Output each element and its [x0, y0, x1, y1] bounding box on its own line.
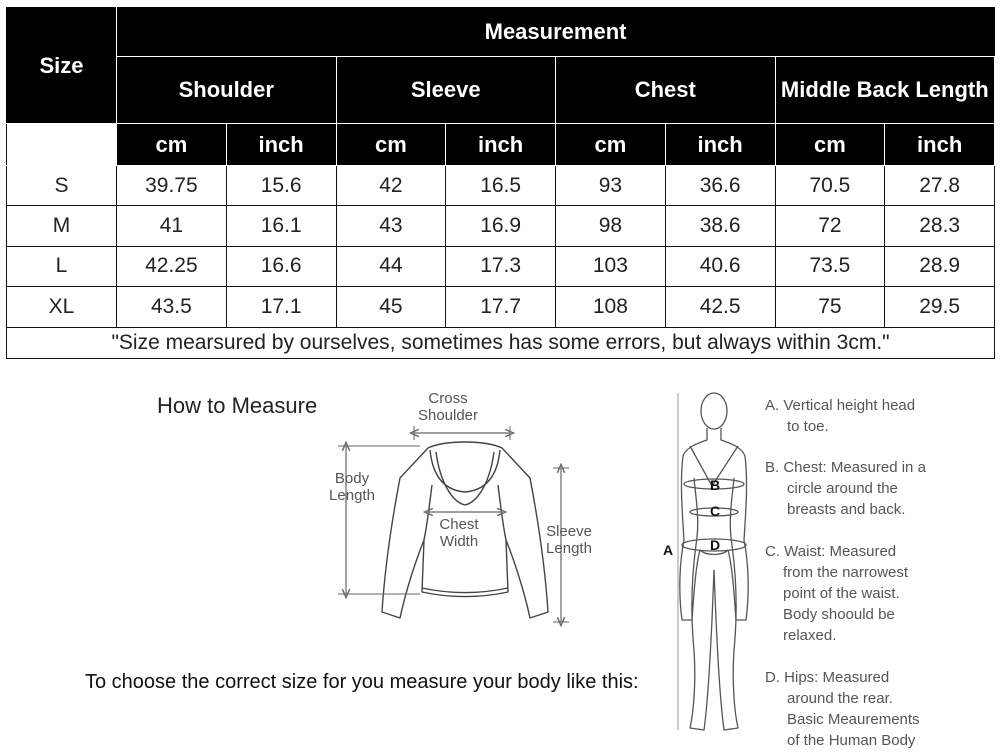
legend-d-line: Basic Meaurements — [787, 711, 920, 728]
sleeve-length-label — [538, 523, 600, 557]
size-cell: XL — [7, 287, 117, 327]
letter-b: B — [710, 477, 721, 493]
value-cell: 98 — [556, 206, 666, 246]
value-cell: 16.1 — [226, 206, 336, 246]
guide-title: How to Measure — [157, 393, 318, 418]
size-header: Size — [7, 8, 117, 124]
value-cell: 75 — [775, 287, 885, 327]
value-cell: 16.9 — [446, 206, 556, 246]
value-cell: 72 — [775, 206, 885, 246]
unit-header: inch — [665, 124, 775, 165]
letter-c: C — [710, 503, 721, 519]
value-cell: 41 — [117, 206, 227, 246]
body-figure-icon — [680, 393, 748, 730]
value-cell: 43.5 — [117, 287, 227, 327]
cross-shoulder-label-line2: Shoulder — [417, 407, 479, 424]
chest-width-label-line2: Width — [439, 533, 479, 550]
body-length-label — [322, 470, 382, 504]
chest-width-label-line1: Chest — [439, 516, 479, 533]
value-cell: 103 — [556, 246, 666, 286]
body-length-label-line1: Body — [334, 470, 370, 487]
unit-header: inch — [885, 124, 995, 165]
legend-c-line: relaxed. — [783, 627, 837, 644]
value-cell: 42 — [336, 165, 446, 205]
value-cell: 15.6 — [226, 165, 336, 205]
unit-header: cm — [556, 124, 666, 165]
shoulder-header: Shoulder — [117, 56, 337, 124]
value-cell: 28.9 — [885, 246, 995, 286]
legend-d-line: of the Human Body — [787, 732, 916, 749]
legend-c-line: C. Waist: Measured — [765, 543, 897, 560]
value-cell: 108 — [556, 287, 666, 327]
instruction-text: To choose the correct size for you measure your body like this: — [85, 671, 639, 693]
value-cell: 42.5 — [665, 287, 775, 327]
value-cell: 43 — [336, 206, 446, 246]
value-cell: 16.6 — [226, 246, 336, 286]
chest-header: Chest — [556, 56, 776, 124]
unit-header: inch — [446, 124, 556, 165]
value-cell: 93 — [556, 165, 666, 205]
legend-a-line: to toe. — [787, 418, 829, 435]
letter-d: D — [710, 537, 721, 553]
value-cell: 38.6 — [665, 206, 775, 246]
unit-header: cm — [336, 124, 446, 165]
measurement-header: Measurement — [117, 8, 995, 57]
legend-item-a — [765, 395, 915, 437]
size-cell: M — [7, 206, 117, 246]
value-cell: 28.3 — [885, 206, 995, 246]
cross-shoulder-label — [416, 390, 480, 424]
value-cell: 44 — [336, 246, 446, 286]
sleeve-length-label-line2: Length — [546, 540, 592, 557]
sleeve-length-label-line1: Sleeve — [546, 523, 592, 540]
legend-d-line: around the rear. — [787, 690, 893, 707]
body-length-label-line2: Length — [329, 487, 375, 504]
legend-b-line: B. Chest: Measured in a — [765, 459, 926, 476]
size-cell: S — [7, 165, 117, 205]
value-cell: 73.5 — [775, 246, 885, 286]
value-cell: 70.5 — [775, 165, 885, 205]
letter-a: A — [663, 542, 674, 558]
value-cell: 40.6 — [665, 246, 775, 286]
value-cell: 39.75 — [117, 165, 227, 205]
sleeve-header: Sleeve — [336, 56, 556, 124]
legend-item-b — [765, 457, 926, 520]
size-note: "Size mearsured by ourselves, sometimes has some errors, but always within 3cm." — [7, 327, 995, 358]
cross-shoulder-label-line1: Cross — [428, 390, 468, 407]
chest-width-label — [428, 516, 490, 550]
legend-c-line: Body shoould be — [783, 606, 895, 623]
unit-header: cm — [775, 124, 885, 165]
size-cell: L — [7, 246, 117, 286]
unit-header: inch — [226, 124, 336, 165]
legend-d-line: D. Hips: Measured — [765, 669, 890, 686]
legend-c-line: point of the waist. — [783, 585, 900, 602]
legend-c-line: from the narrowest — [783, 564, 909, 581]
value-cell: 17.3 — [446, 246, 556, 286]
legend-b-line: breasts and back. — [787, 501, 906, 518]
legend-item-d — [765, 667, 920, 751]
legend-a-line: A. Vertical height head — [765, 397, 916, 414]
unit-header: cm — [117, 124, 227, 165]
value-cell: 42.25 — [117, 246, 227, 286]
value-cell: 27.8 — [885, 165, 995, 205]
value-cell: 29.5 — [885, 287, 995, 327]
value-cell: 17.1 — [226, 287, 336, 327]
middle-back-length-header: Middle Back Length — [775, 56, 995, 124]
value-cell: 17.7 — [446, 287, 556, 327]
legend-item-c — [765, 541, 908, 646]
value-cell: 16.5 — [446, 165, 556, 205]
legend-b-line: circle around the — [787, 480, 898, 497]
value-cell: 45 — [336, 287, 446, 327]
value-cell: 36.6 — [665, 165, 775, 205]
